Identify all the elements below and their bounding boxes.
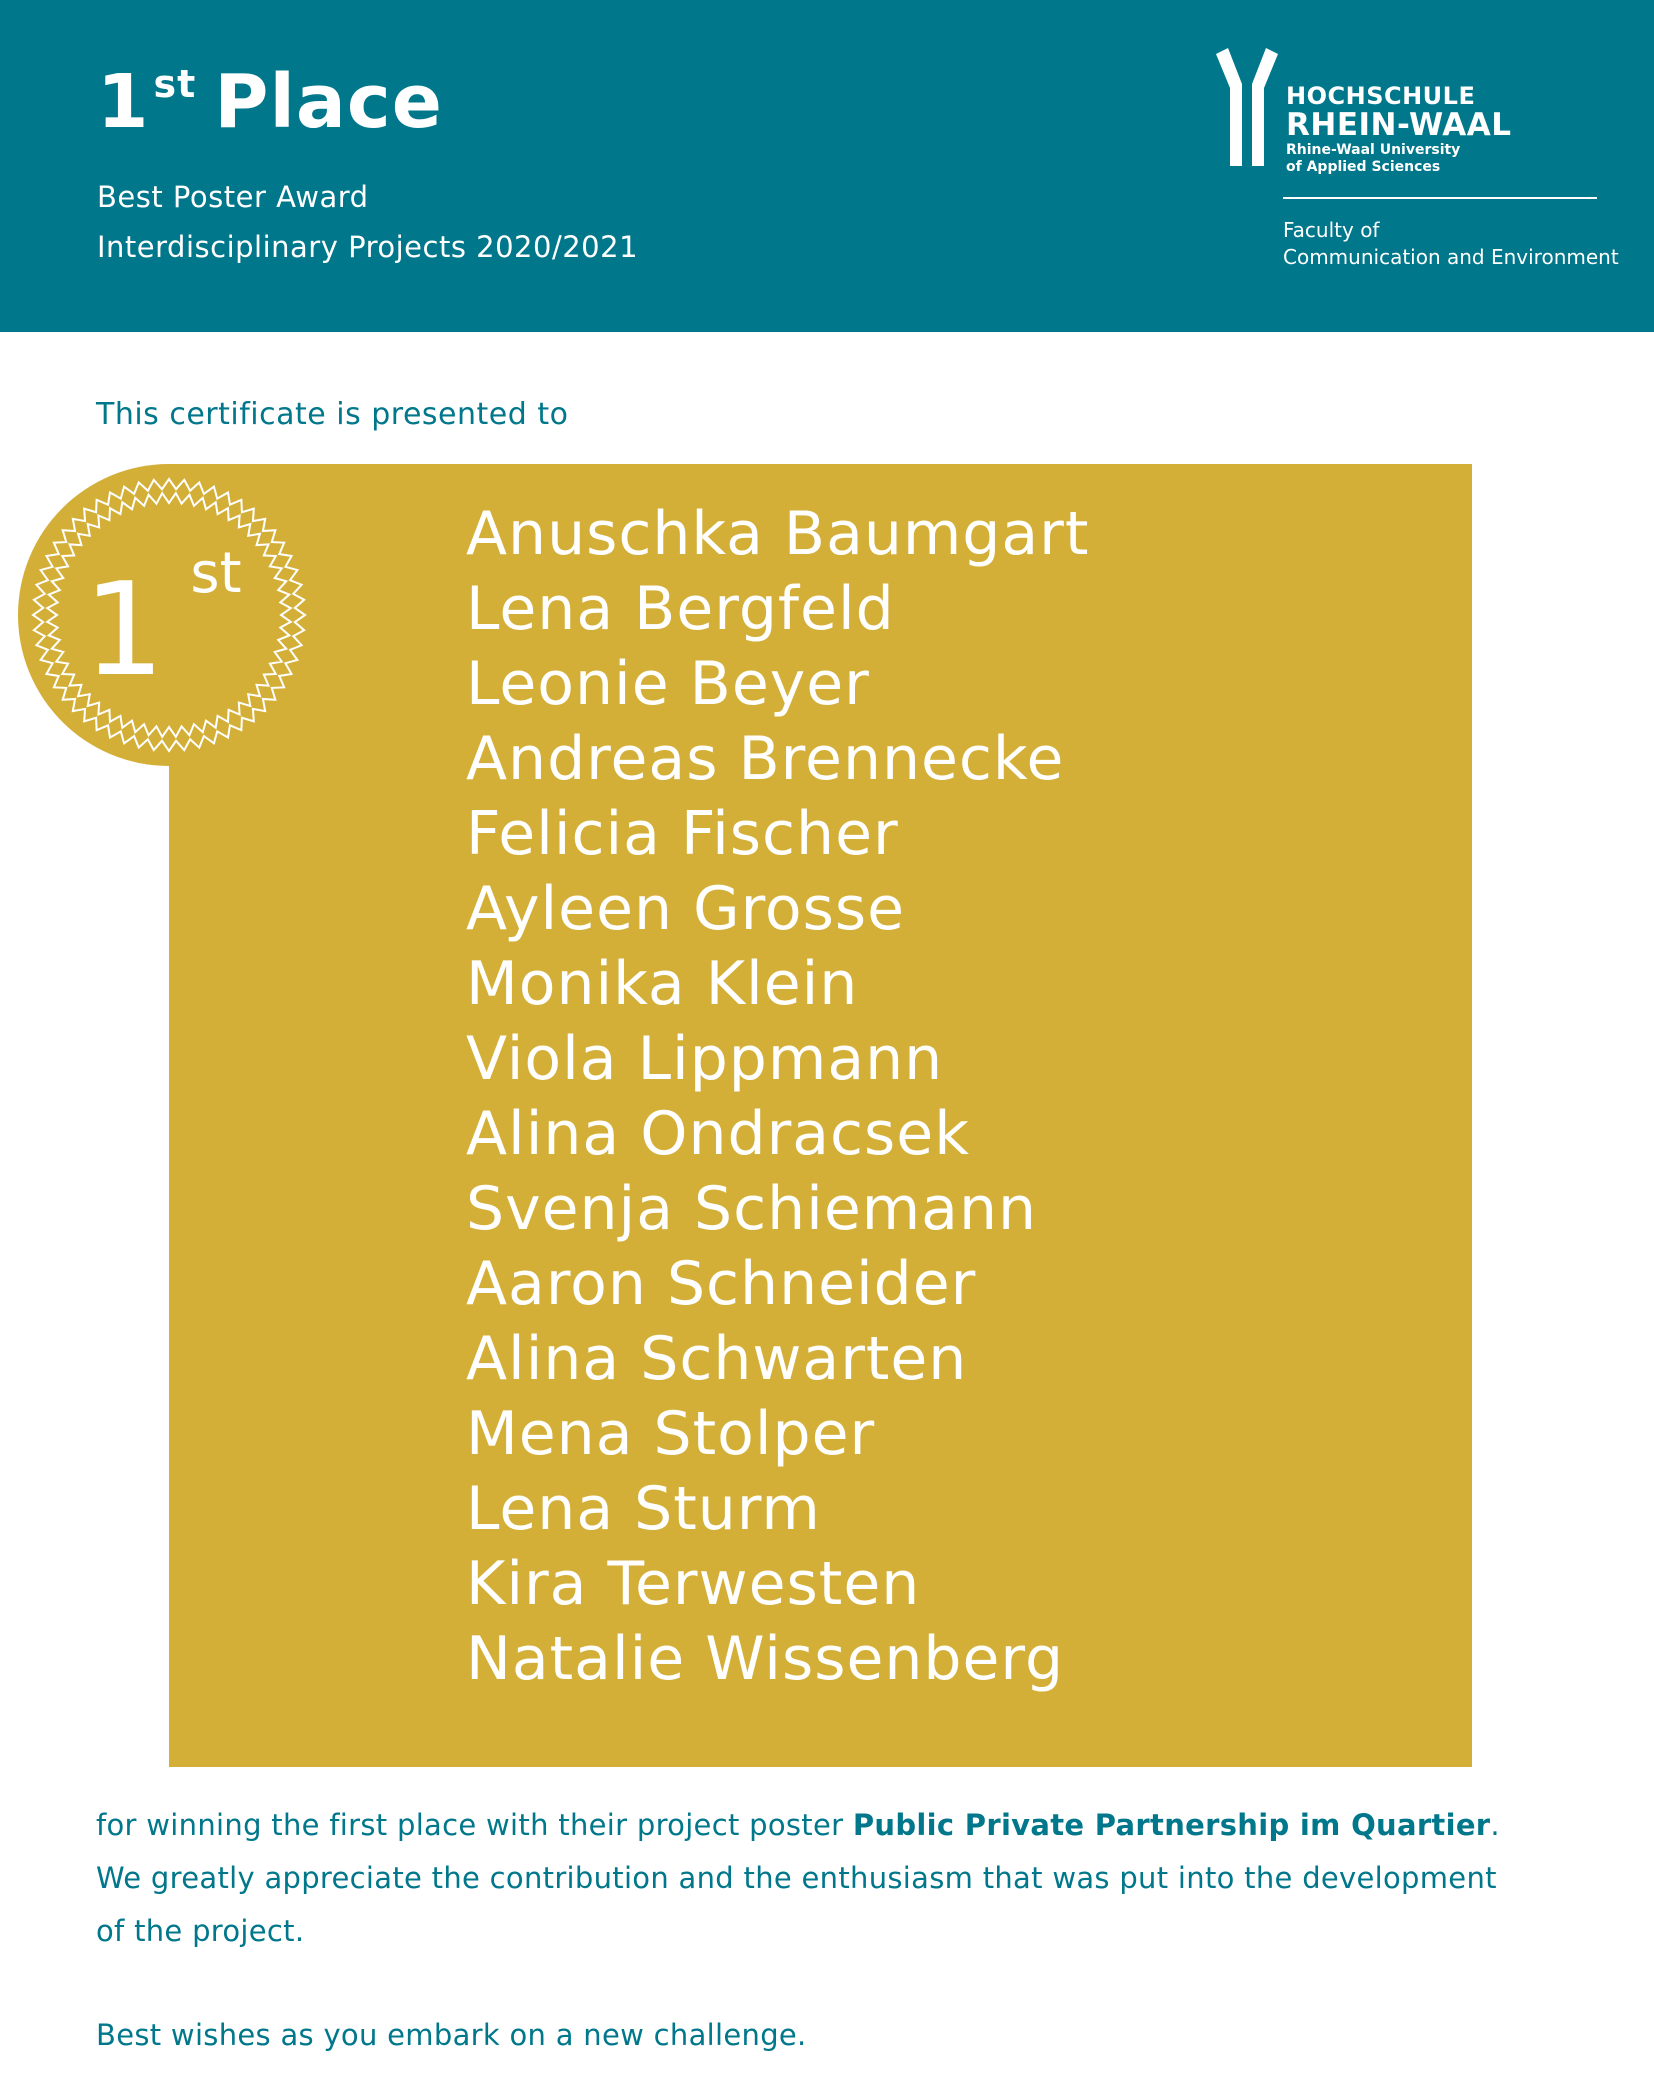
closing-wishes: Best wishes as you embark on a new challenge. [96, 2018, 807, 2052]
recipient-name: Felicia Fischer [466, 799, 899, 869]
title-ordinal-suffix: st [153, 62, 197, 106]
certificate-body [96, 1799, 1516, 1958]
logo-divider [1283, 197, 1597, 199]
winning-statement-text: for winning the first place with their project poster [96, 1808, 853, 1842]
university-logo [1216, 48, 1596, 178]
appreciation-line-2: of the project. [96, 1914, 305, 1948]
recipient-name: Alina Ondracsek [466, 1099, 970, 1169]
recipient-name: Andreas Brennecke [466, 724, 1065, 794]
project-series: Interdisciplinary Projects 2020/2021 [97, 230, 639, 264]
winning-statement-end: . [1490, 1808, 1500, 1842]
recipient-name: Lena Sturm [466, 1474, 821, 1544]
recipient-name: Mena Stolper [466, 1399, 876, 1469]
recipient-name: Viola Lippmann [466, 1024, 944, 1094]
recipient-name: Anuschka Baumgart [466, 499, 1090, 569]
logo-text-rhein-waal: RHEIN-WAAL [1286, 107, 1512, 143]
faculty-name: Communication and Environment [1283, 245, 1619, 269]
logo-text-hochschule: HOCHSCHULE [1286, 82, 1476, 110]
appreciation-line-1: We greatly appreciate the contribution and the enthusiasm that was put into the development [96, 1861, 1497, 1895]
winning-statement [96, 1799, 1516, 1852]
recipient-name: Alina Schwarten [466, 1324, 968, 1394]
recipient-name: Svenja Schiemann [466, 1174, 1037, 1244]
recipient-name: Kira Terwesten [466, 1549, 921, 1619]
title-number: 1 [97, 59, 150, 145]
badge-ordinal-suffix: st [190, 541, 242, 606]
award-name: Best Poster Award [97, 180, 369, 214]
first-place-seal-icon [16, 462, 322, 768]
title-place: Place [214, 59, 443, 145]
recipient-list [466, 497, 1089, 1697]
first-place-badge [16, 462, 322, 768]
recipient-name: Aaron Schneider [466, 1249, 977, 1319]
badge-number: 1 [83, 556, 165, 705]
recipient-name: Monika Klein [466, 949, 859, 1019]
university-logo-icon [1216, 48, 1278, 166]
recipient-name: Leonie Beyer [466, 649, 870, 719]
project-title: Public Private Partnership im Quartier [852, 1808, 1491, 1842]
faculty-label: Faculty of [1283, 218, 1380, 242]
recipient-name: Ayleen Grosse [466, 874, 906, 944]
header-banner [0, 0, 1654, 332]
presented-to-label: This certificate is presented to [96, 397, 569, 432]
page-title [97, 52, 443, 164]
logo-text-university: Rhine-Waal University [1286, 142, 1461, 158]
recipient-name: Natalie Wissenberg [466, 1624, 1065, 1694]
logo-text-applied-sciences: of Applied Sciences [1286, 159, 1441, 175]
recipient-name: Lena Bergfeld [466, 574, 895, 644]
